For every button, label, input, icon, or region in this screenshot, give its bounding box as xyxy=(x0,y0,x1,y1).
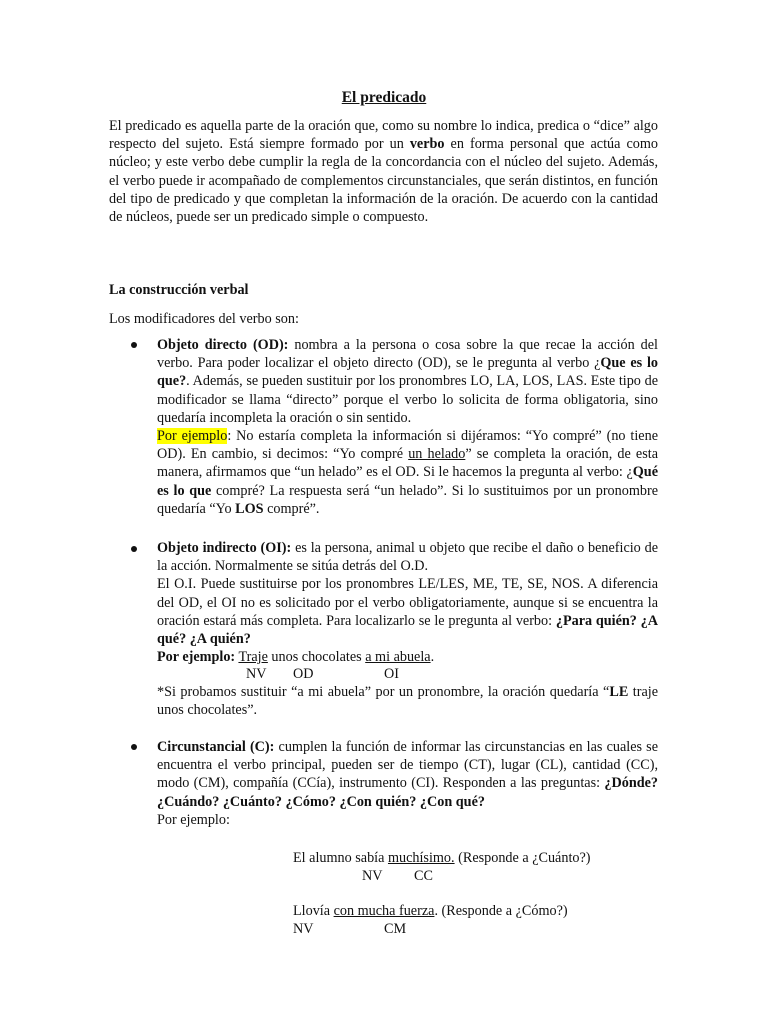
oi-annot-oi: OI xyxy=(384,666,399,682)
circ-ex2-nv: NV xyxy=(293,921,314,937)
od-example-label: Por ejemplo xyxy=(157,428,228,445)
od-example-text-3: compré? La respuesta será “un helado”. Si lo sustituimos por un pronombre quedaría “Yo xyxy=(157,482,658,517)
circ-example-label: Por ejemplo: xyxy=(157,811,230,828)
oi-example-verb: Traje xyxy=(238,649,268,666)
od-example-text-4: compré”. xyxy=(263,500,320,517)
od-example-text-1: : No estaría completa la información si dijéramos: “Yo compré” (no tiene OD). En cambio, si decimos: “Yo compré xyxy=(157,428,658,463)
od-example-los: LOS xyxy=(235,500,264,517)
oi-explanation xyxy=(157,575,658,648)
od-example-text-2: ” se completa la oración, de esta manera, afirmamos que “un helado” es el OD. Si le hacemos la pregunta al verbo: ¿ xyxy=(157,446,658,481)
circ-ex2-cm: CM xyxy=(384,921,407,937)
intro-paragraph xyxy=(109,117,658,226)
circ-ex1-underlined: muchísimo. xyxy=(387,850,455,866)
circ-ex1-cc: CC xyxy=(414,868,433,884)
circ-questions: ¿Dónde? ¿Cuándo? ¿Cuánto? ¿Cómo? ¿Con quién? ¿Con qué? xyxy=(157,775,658,810)
oi-label: Objeto indirecto (OI): xyxy=(157,540,292,556)
intro-text-2: en forma personal que actúa como núcleo; y este verbo debe cumplir la regla de la concordancia con el núcleo del sujeto. Además, el verbo puede ir acompañado de complementos circunstanciales, que serán distintos, en función del tipo de predicado y que completan la información de la oración. De acuerdo con la cantidad de núcleos, puede ser un predicado simple o compuesto. xyxy=(109,136,658,226)
oi-example-mid: unos chocolates xyxy=(267,649,366,666)
oi-note-text-2: traje unos chocolates”. xyxy=(157,684,659,719)
circ-ex1-text: El alumno sabía xyxy=(293,850,388,866)
od-example-underlined: un helado xyxy=(408,446,466,463)
oi-text-2: El O.I. Puede sustituirse por los pronombres LE/LES, ME, TE, SE, NOS. A diferencia del OD, el OI no es solicitado por el verbo obligatoriamente, aunque si se encuentra la oración estará más completa. Para localizarlo se le pregunta al verbo: xyxy=(157,576,658,629)
bullet-od xyxy=(131,342,137,348)
oi-example xyxy=(157,648,658,666)
oi-question: ¿Para quién? ¿A qué? ¿A quién? xyxy=(157,612,658,648)
circ-example-1 xyxy=(293,849,591,867)
section-heading: La construcción verbal xyxy=(109,282,249,298)
circ-example-2 xyxy=(293,902,568,920)
circ-text-1: cumplen la función de informar las circunstancias en las cuales se encuentra el verbo principal, pueden ser de tiempo (CT), lugar (CL), cantidad (CC), modo (CM), compañía (CCía), instrumento (CI). Responden a las preguntas: xyxy=(157,739,659,792)
od-text-2: . Además, se pueden sustituir por los pronombres LO, LA, LOS, LAS. Este tipo de modificador se llama “directo” porque el verbo lo solicita de forma obligatoria, sino quedaría incompleta la oración o sin sentido. xyxy=(157,373,658,426)
circ-ex2-underlined: con mucha fuerza xyxy=(333,903,435,919)
list-item-oi xyxy=(157,539,658,666)
od-example xyxy=(157,427,658,518)
modifiers-intro: Los modificadores del verbo son: xyxy=(109,311,299,327)
circ-label: Circunstancial (C): xyxy=(157,739,275,755)
od-label: Objeto directo (OD): xyxy=(157,337,289,353)
circ-ex2-question: . (Responde a ¿Cómo?) xyxy=(434,903,568,919)
circ-ex1-question: (Responde a ¿Cuánto?) xyxy=(454,850,591,866)
intro-bold-verbo: verbo xyxy=(409,136,445,153)
oi-note-text xyxy=(157,683,658,719)
circ-definition xyxy=(157,738,658,811)
oi-note-le: LE xyxy=(609,684,629,700)
circ-ex1-nv: NV xyxy=(362,868,383,884)
oi-example-end: . xyxy=(430,649,435,666)
oi-example-label: Por ejemplo: xyxy=(157,649,236,666)
oi-annot-od: OD xyxy=(293,666,314,682)
page-title: El predicado xyxy=(341,89,427,106)
oi-note xyxy=(157,683,658,719)
intro-text-1: El predicado es aquella parte de la oración que, como su nombre lo indica, predica o “dice” algo respecto del sujeto. Está siempre formado por un xyxy=(109,118,658,153)
oi-example-oi: a mi abuela xyxy=(365,649,431,666)
oi-definition xyxy=(157,539,658,575)
bullet-circ xyxy=(131,744,137,750)
bullet-oi xyxy=(131,546,137,552)
circ-ex2-text: Llovía xyxy=(293,903,334,919)
od-example-question: Qué es lo que xyxy=(157,464,658,499)
oi-text-1: es la persona, animal u objeto que recibe el daño o beneficio de la acción. Normalmente se sitúa detrás del O.D. xyxy=(157,540,658,575)
od-text-1: nombra a la persona o cosa sobre la que recae la acción del verbo. Para poder localizar el objeto directo (OD), se le pregunta al verbo ¿ xyxy=(157,337,658,372)
oi-annot-nv: NV xyxy=(246,666,267,682)
od-definition xyxy=(157,336,658,427)
list-item-circ xyxy=(157,738,658,829)
list-item-od xyxy=(157,336,658,518)
od-question: Que es lo que? xyxy=(157,355,658,390)
oi-note-text-1: *Si probamos sustituir “a mi abuela” por un pronombre, la oración quedaría “ xyxy=(157,684,610,700)
